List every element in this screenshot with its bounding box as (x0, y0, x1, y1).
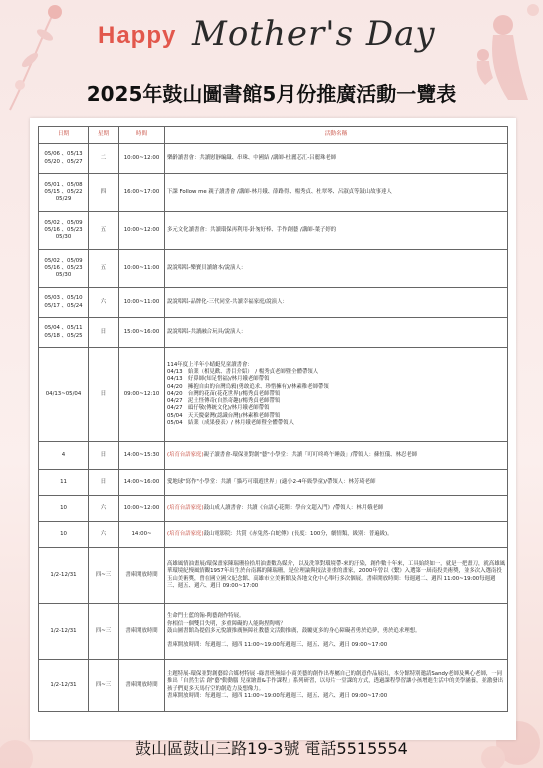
activity-text: 114年度上半年小蜻蜓兒童讀書會： 04/13 始業（相見歡、書目介紹） / 楊秀貞老師暨全體帶領人 04/13 好鼻師(知足惜福)/林月娥老師帶領 04/20 擁抱自由的台灣烏鴉(勇敢追求、珍惜擁有)/林素稚老師帶領 04/20 台灣的花苗(花花世界)/楊秀貞老師帶領 04/27 泥土怪傳奇(自然奇趣)/楊秀貞老師帶領 04/27 頭仔敬(傳統文化)/林月娥老師帶領 05/04 天天慶臺灣(認識台灣)/林素稚老師帶領 05/04 結業（成果發表）/ 林月娥老師暨全體帶領人 (167, 361, 329, 427)
time-cell: 09:00~12:10 (119, 348, 165, 442)
time-cell: 10:00~11:00 (119, 250, 165, 288)
activity-cell (165, 660, 508, 712)
table-row (39, 522, 508, 548)
activity-sheet (30, 118, 516, 740)
activity-cell (165, 548, 508, 604)
date-cell: 1/2-12/31 (39, 604, 89, 660)
date-cell: 05/01 、05/08 05/15 、05/22 05/29 (39, 174, 89, 212)
activity-cell (165, 442, 508, 470)
date-cell: 10 (39, 522, 89, 548)
weekday-cell: 二 (89, 144, 119, 174)
table-row (39, 496, 508, 522)
activity-prefix: (培育台語家庭) (167, 530, 204, 537)
date-cell: 05/06 、05/13 05/20 、05/27 (39, 144, 89, 174)
activity-text: 說說唱唱-樂寶貝讀繪本/說演人： (167, 264, 247, 271)
activity-text: 生命門士藍的翰-陶藝創作特展。 你相信一個雙目失明，多重障礙的人能夠捏陶嗎？ 鼓山圖書館為提倡多元悅讀推廣無障社教藝文活動推廣，鼓勵更多的身心障礙者勇於追夢，勇於追求理想。 書庫開放時間：每週週二、週四 11:00~19:00每週週三、週五、週六、週日 09:00~17:00 (167, 613, 421, 649)
table-row (39, 604, 508, 660)
date-cell: 1/2-12/31 (39, 548, 89, 604)
mothers-day-heading: Mother's Day (192, 14, 436, 54)
table-row (39, 212, 508, 250)
activity-cell (165, 318, 508, 348)
weekday-cell: 日 (89, 442, 119, 470)
date-cell: 05/04 、05/11 05/18 、05/25 (39, 318, 89, 348)
date-cell: 1/2-12/31 (39, 660, 89, 712)
table-header-row (39, 127, 508, 144)
weekday-cell: 四~三 (89, 604, 119, 660)
column-header-activity: 活動名稱 (165, 127, 508, 144)
table-row (39, 470, 508, 496)
weekday-cell: 日 (89, 470, 119, 496)
date-cell: 04/13~05/04 (39, 348, 89, 442)
column-header-date: 日期 (39, 127, 89, 144)
activity-cell (165, 174, 508, 212)
weekday-cell: 六 (89, 288, 119, 318)
column-header-weekday: 星期 (89, 127, 119, 144)
date-cell: 05/02 、05/09 05/16 、05/23 05/30 (39, 212, 89, 250)
activity-prefix: (培育台語家庭) (167, 451, 204, 458)
date-cell: 05/02 、05/09 05/16 、05/23 05/30 (39, 250, 89, 288)
activity-cell (165, 348, 508, 442)
activity-cell (165, 522, 508, 548)
activity-cell (165, 144, 508, 174)
footer-address: 鼓山區鼓山三路19-3號 電話5515554 (135, 739, 408, 758)
weekday-cell: 四 (89, 174, 119, 212)
table-row (39, 250, 508, 288)
date-cell: 05/03 、05/10 05/17 、05/24 (39, 288, 89, 318)
page-title: 2025年鼓山圖書館5月份推廣活動一覽表 (86, 82, 457, 106)
table-row (39, 318, 508, 348)
table-row (39, 660, 508, 712)
table-row (39, 548, 508, 604)
activity-text: 親子讀書會-環保並對創"藝"小學堂：共讀「叮叮咚咚午睡鼓」/帶領人：蘇恒儀、林忍老師 (203, 451, 418, 458)
time-cell: 16:00~17:00 (119, 174, 165, 212)
table-row (39, 348, 508, 442)
weekday-cell: 六 (89, 522, 119, 548)
table-row (39, 144, 508, 174)
activity-text: 多元文化讀書會：共讀環保再利用-針匆好棒、手作創藝 /講師-葉子婷的 (167, 226, 337, 233)
activity-text: 下課 Follow me 親子讀書會 /講師-林月娥、薛路得、楊秀貞、杜翠琴、呂淑貞等鼓山故事達人 (167, 188, 392, 195)
activity-text: 鼓山電影院：共賞《赤兔然-白蛇傳》(長度：100分，劇情類，級別：普遍級)。 (203, 530, 393, 537)
column-header-time: 時間 (119, 127, 165, 144)
activity-text: 說說唱唱-共讀融合玩具/說演人： (167, 328, 247, 335)
time-cell: 書庫開放時間 (119, 548, 165, 604)
activity-cell (165, 250, 508, 288)
activity-cell (165, 604, 508, 660)
time-cell: 10:00~12:00 (119, 496, 165, 522)
weekday-cell: 日 (89, 348, 119, 442)
time-cell: 15:00~16:00 (119, 318, 165, 348)
date-cell: 4 (39, 442, 89, 470)
time-cell: 10:00~12:00 (119, 212, 165, 250)
time-cell: 書庫開放時間 (119, 604, 165, 660)
activity-cell (165, 496, 508, 522)
time-cell: 14:00~16:00 (119, 470, 165, 496)
activity-prefix: (培育台語家庭) (167, 504, 204, 511)
activity-text: 主題特展-環保並對創藝綜合媒材特展 -綠書班無結小商美藝的創作出專屬自己的創意作品展出，本分館特別邀請Sandy老師及興心老師，一同推出「自然生活 創"藝"動動腦 兒童繪畫&手作課程」系列研習，以母片一堂課的方式，透過課程學習讓小孩增進生活中的美學涵養，並激發出孩子們更多天馬行空的創造力及想像力。 書庫開放時間：每週週二、週四 11:00~19:00每週週三、週五、週六、週日 09:00~17:00 (167, 670, 504, 699)
time-cell: 書庫開放時間 (119, 660, 165, 712)
time-cell: 10:00~12:00 (119, 144, 165, 174)
weekday-cell: 日 (89, 318, 119, 348)
time-cell: 10:00~11:00 (119, 288, 165, 318)
weekday-cell: 五 (89, 250, 119, 288)
weekday-cell: 四~三 (89, 548, 119, 604)
activity-text: 鼓山成人讀書會：共讀《台語心花開：學台文超入門》/帶領人：林月娥老師 (203, 504, 384, 511)
activity-text: 說說唱唱-品牌化-三代同堂-共讀幸福家庭/說演人： (167, 298, 288, 305)
weekday-cell: 五 (89, 212, 119, 250)
activity-cell (165, 288, 508, 318)
time-cell: 14:00~ (119, 522, 165, 548)
date-cell: 10 (39, 496, 89, 522)
date-cell: 11 (39, 470, 89, 496)
table-row (39, 174, 508, 212)
weekday-cell: 六 (89, 496, 119, 522)
activity-text: 高雄風情油畫展/環保畫家陳瑞珊捡拾用油畫數為媒介，以及洗筆對環境帶-來的汙染，創作數十年來，工具始終如一，就是一把畫刀，就高雄風華環境紀慢風情觀1957年出生於台南縣的陳瑞珊，是位理論與技法並重的畫家，2000年曾以《繫》入選第一屆南投美術獎，並多次入選南投玉山美術獎，曾在國立國父紀念館、高雄市立美術館及各地文化中心舉行多次個展。書庫開放時間：每週週二、週四 11:00~19:00每週週三、週五、週六、週日 09:00~17:00 (167, 560, 505, 589)
activity-text: 愛地球"寫作"小學堂：共讀「貓巧可環遊世界」(適小2-4年級學童)/帶領人：林芳琦老師 (167, 478, 376, 485)
table-row (39, 442, 508, 470)
activity-cell (165, 470, 508, 496)
activity-table (38, 126, 508, 712)
time-cell: 14:00~15:30 (119, 442, 165, 470)
happy-heading: Happy (98, 22, 177, 49)
table-row (39, 288, 508, 318)
activity-text: 樂齡讀書會：共讀慰靜編織、串珠、中國結 /講師-杜麗芯汇-吕麗珠老師 (167, 154, 337, 161)
weekday-cell: 四~三 (89, 660, 119, 712)
activity-cell (165, 212, 508, 250)
